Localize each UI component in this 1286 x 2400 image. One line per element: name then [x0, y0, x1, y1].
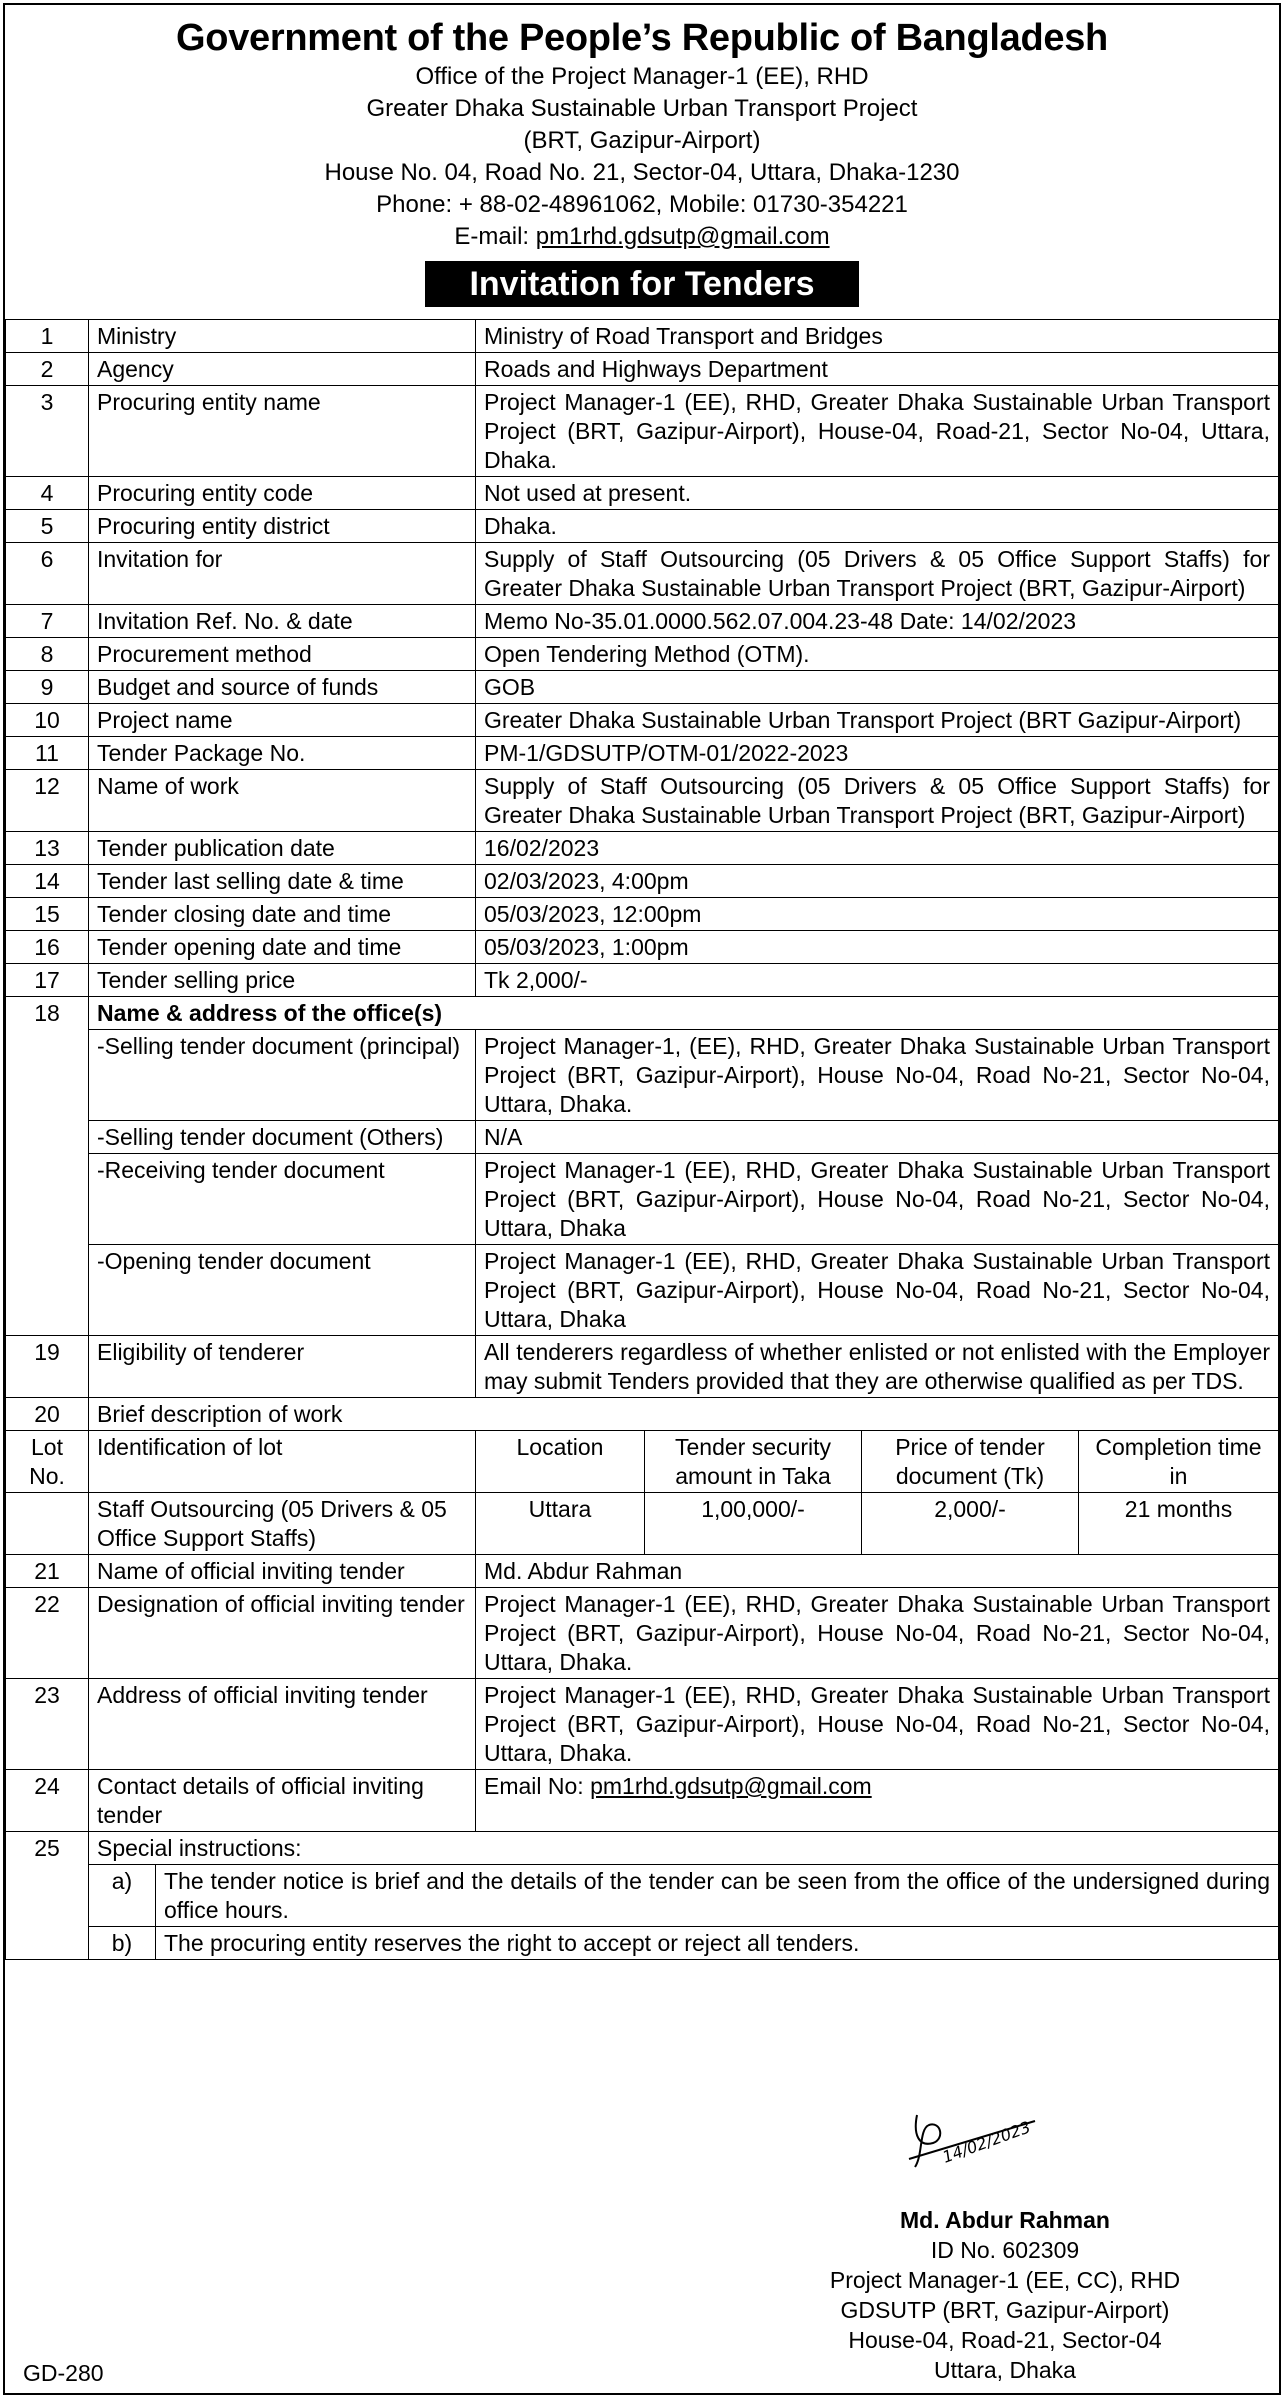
table-row — [6, 964, 1279, 997]
row-label: Tender selling price — [89, 964, 476, 997]
completion-time-cell: 21 months — [1079, 1493, 1279, 1555]
table-row — [6, 477, 1279, 510]
table-row — [6, 353, 1279, 386]
email-prefix: Email No: — [484, 1773, 591, 1799]
table-row — [6, 737, 1279, 770]
table-row — [6, 1121, 1279, 1154]
table-row — [6, 1770, 1279, 1832]
row-value: Memo No-35.01.0000.562.07.004.23-48 Date: 14/02/2023 — [476, 605, 1279, 638]
signature-date: 14/02/2023 — [939, 2117, 1034, 2167]
lot-location-cell: Uttara — [476, 1493, 645, 1555]
table-row — [6, 1679, 1279, 1770]
table-row — [6, 510, 1279, 543]
row-value: N/A — [476, 1121, 1279, 1154]
table-row — [6, 638, 1279, 671]
row-value: Md. Abdur Rahman — [476, 1555, 1279, 1588]
row-value: Tk 2,000/- — [476, 964, 1279, 997]
table-row — [6, 386, 1279, 477]
instruction-item — [89, 1865, 1278, 1926]
lot-header-row — [6, 1431, 1279, 1493]
row-number: 4 — [6, 477, 89, 510]
tender-details-table — [5, 319, 1279, 1960]
lot-data-row — [6, 1493, 1279, 1555]
row-label: Brief description of work — [89, 1398, 1279, 1431]
document-price-header: Price of tender document (Tk) — [862, 1431, 1079, 1493]
row-value: 05/03/2023, 1:00pm — [476, 931, 1279, 964]
notice-code: GD-280 — [23, 2360, 104, 2386]
row-label: Procuring entity name — [89, 386, 476, 477]
row-value: Project Manager-1 (EE), RHD, Greater Dhaka Sustainable Urban Transport Project (BRT, Gazipur-Airport), House-04, Road-21, Sector No-04, Uttara, Dhaka. — [476, 386, 1279, 477]
row-label: Procuring entity district — [89, 510, 476, 543]
completion-time-header: Completion time in — [1079, 1431, 1279, 1493]
row-value: Not used at present. — [476, 477, 1279, 510]
row-label: Tender closing date and time — [89, 898, 476, 931]
row-label: -Opening tender document — [89, 1245, 476, 1336]
row-value: 05/03/2023, 12:00pm — [476, 898, 1279, 931]
table-row — [6, 1336, 1279, 1398]
row-value: All tenderers regardless of whether enlisted or not enlisted with the Employer may submit Tenders provided that they are otherwise qualified as per TDS. — [476, 1336, 1279, 1398]
row-value: 16/02/2023 — [476, 832, 1279, 865]
row-label: Tender publication date — [89, 832, 476, 865]
row-label: Procuring entity code — [89, 477, 476, 510]
row-number: 15 — [6, 898, 89, 931]
row-number: 16 — [6, 931, 89, 964]
row-number: 12 — [6, 770, 89, 832]
row-label: Project name — [89, 704, 476, 737]
contact-email-cell — [476, 1770, 1279, 1832]
instruction-item — [89, 1927, 1278, 1959]
office-address-heading: Name & address of the office(s) — [89, 997, 1279, 1030]
row-label: Tender opening date and time — [89, 931, 476, 964]
table-row — [6, 832, 1279, 865]
table-row — [6, 1245, 1279, 1336]
table-row — [6, 898, 1279, 931]
row-number: 3 — [6, 386, 89, 477]
government-title: Government of the People’s Republic of Bangladesh — [176, 17, 1108, 59]
tender-security-cell: 1,00,000/- — [645, 1493, 862, 1555]
row-number: 18 — [6, 997, 89, 1336]
project-subtitle: (BRT, Gazipur-Airport) — [523, 127, 761, 154]
row-value: 02/03/2023, 4:00pm — [476, 865, 1279, 898]
tender-notice-page — [3, 3, 1281, 2395]
lot-location-header: Location — [476, 1431, 645, 1493]
table-row — [6, 1588, 1279, 1679]
row-label: Budget and source of funds — [89, 671, 476, 704]
table-row — [6, 997, 1279, 1030]
instruction-table — [89, 1927, 1278, 1959]
row-label: Tender Package No. — [89, 737, 476, 770]
row-value: Project Manager-1 (EE), RHD, Greater Dhaka Sustainable Urban Transport Project (BRT, Gazipur-Airport), House No-04, Road No-21, Sector No-04, Uttara, Dhaka. — [476, 1588, 1279, 1679]
row-label: Contact details of official inviting tender — [89, 1770, 476, 1832]
row-label: -Receiving tender document — [89, 1154, 476, 1245]
row-value: Project Manager-1 (EE), RHD, Greater Dhaka Sustainable Urban Transport Project (BRT, Gazipur-Airport), House No-04, Road No-21, Sector No-04, Uttara, Dhaka. — [476, 1679, 1279, 1770]
row-label: Eligibility of tenderer — [89, 1336, 476, 1398]
instruction-cell — [89, 1865, 1279, 1927]
lot-number-cell — [6, 1493, 89, 1555]
instruction-cell — [89, 1927, 1279, 1960]
table-row — [6, 865, 1279, 898]
row-label: Agency — [89, 353, 476, 386]
row-label: Tender last selling date & time — [89, 865, 476, 898]
lot-number-header: Lot No. — [6, 1431, 89, 1493]
office-email-link[interactable]: pm1rhd.gdsutp@gmail.com — [535, 223, 830, 250]
signer-id: ID No. 602309 — [930, 2237, 1080, 2263]
lot-identification-cell: Staff Outsourcing (05 Drivers & 05 Office Support Staffs) — [89, 1493, 476, 1555]
tender-security-header: Tender security amount in Taka — [645, 1431, 862, 1493]
special-instructions-label: Special instructions: — [89, 1832, 1279, 1865]
invitation-banner: Invitation for Tenders — [425, 261, 859, 307]
instruction-index: a) — [89, 1865, 156, 1926]
office-name: Office of the Project Manager-1 (EE), RHD — [415, 63, 869, 90]
lot-identification-header: Identification of lot — [89, 1431, 476, 1493]
signer-address-line1: House-04, Road-21, Sector-04 — [848, 2327, 1162, 2353]
signer-address-line2: Uttara, Dhaka — [934, 2357, 1076, 2383]
instruction-row — [6, 1865, 1279, 1927]
row-number: 23 — [6, 1679, 89, 1770]
row-number: 11 — [6, 737, 89, 770]
row-label: Name of official inviting tender — [89, 1555, 476, 1588]
signature-spacer — [785, 2085, 1225, 2205]
row-value: Supply of Staff Outsourcing (05 Drivers & 05 Office Support Staffs) for Greater Dhaka Sustainable Urban Transport Project (BRT, Gazipur-Airport) — [476, 543, 1279, 605]
instruction-table — [89, 1865, 1278, 1926]
table-row — [6, 1030, 1279, 1121]
instruction-index: b) — [89, 1927, 156, 1959]
row-value: PM-1/GDSUTP/OTM-01/2022-2023 — [476, 737, 1279, 770]
signer-name: Md. Abdur Rahman — [900, 2207, 1110, 2233]
instruction-text: The tender notice is brief and the details of the tender can be seen from the office of the undersigned during office hours. — [164, 1868, 1270, 1923]
table-row — [6, 1154, 1279, 1245]
notice-header — [5, 5, 1279, 307]
row-number: 25 — [6, 1832, 89, 1960]
row-value: Ministry of Road Transport and Bridges — [476, 320, 1279, 353]
table-row — [6, 1832, 1279, 1865]
document-price-cell: 2,000/- — [862, 1493, 1079, 1555]
table-row — [6, 770, 1279, 832]
table-row — [6, 704, 1279, 737]
instruction-row — [6, 1927, 1279, 1960]
row-label: Invitation Ref. No. & date — [89, 605, 476, 638]
row-number: 20 — [6, 1398, 89, 1431]
row-number: 21 — [6, 1555, 89, 1588]
row-number: 1 — [6, 320, 89, 353]
row-number: 24 — [6, 1770, 89, 1832]
table-row — [6, 931, 1279, 964]
signature-block — [785, 2085, 1225, 2385]
row-number: 13 — [6, 832, 89, 865]
row-number: 2 — [6, 353, 89, 386]
office-phone: Phone: + 88-02-48961062, Mobile: 01730-354221 — [376, 191, 908, 218]
row-label: Address of official inviting tender — [89, 1679, 476, 1770]
row-number: 10 — [6, 704, 89, 737]
email-label: E-mail: — [454, 223, 536, 250]
row-number: 14 — [6, 865, 89, 898]
row-number: 9 — [6, 671, 89, 704]
row-number: 6 — [6, 543, 89, 605]
row-number: 22 — [6, 1588, 89, 1679]
row-number: 19 — [6, 1336, 89, 1398]
project-name: Greater Dhaka Sustainable Urban Transport Project — [366, 95, 918, 122]
row-value: Project Manager-1 (EE), RHD, Greater Dhaka Sustainable Urban Transport Project (BRT, Gazipur-Airport), House No-04, Road No-21, Sector No-04, Uttara, Dhaka — [476, 1245, 1279, 1336]
row-number: 17 — [6, 964, 89, 997]
instruction-text: The procuring entity reserves the right to accept or reject all tenders. — [164, 1930, 860, 1956]
office-email-line — [5, 221, 1279, 253]
row-value: GOB — [476, 671, 1279, 704]
table-row — [6, 1555, 1279, 1588]
row-value: Open Tendering Method (OTM). — [476, 638, 1279, 671]
row-label: Ministry — [89, 320, 476, 353]
row-label: Procurement method — [89, 638, 476, 671]
row-value: Project Manager-1 (EE), RHD, Greater Dhaka Sustainable Urban Transport Project (BRT, Gazipur-Airport), House No-04, Road No-21, Sector No-04, Uttara, Dhaka — [476, 1154, 1279, 1245]
signer-designation: Project Manager-1 (EE, CC), RHD — [829, 2267, 1181, 2293]
table-row — [6, 543, 1279, 605]
row-label: -Selling tender document (principal) — [89, 1030, 476, 1121]
row-label: Invitation for — [89, 543, 476, 605]
row-number: 8 — [6, 638, 89, 671]
row-value: Supply of Staff Outsourcing (05 Drivers & 05 Office Support Staffs) for Greater Dhaka Sustainable Urban Transport Project (BRT, Gazipur-Airport) — [476, 770, 1279, 832]
table-row — [6, 1398, 1279, 1431]
table-row — [6, 671, 1279, 704]
row-label: Designation of official inviting tender — [89, 1588, 476, 1679]
table-row — [6, 320, 1279, 353]
row-label: Name of work — [89, 770, 476, 832]
contact-email-link[interactable]: pm1rhd.gdsutp@gmail.com — [590, 1773, 872, 1799]
row-value: Greater Dhaka Sustainable Urban Transport Project (BRT Gazipur-Airport) — [476, 704, 1279, 737]
row-value: Dhaka. — [476, 510, 1279, 543]
row-value: Project Manager-1, (EE), RHD, Greater Dhaka Sustainable Urban Transport Project (BRT, Gazipur-Airport), House No-04, Road No-21, Sector No-04, Uttara, Dhaka. — [476, 1030, 1279, 1121]
signer-project: GDSUTP (BRT, Gazipur-Airport) — [840, 2297, 1170, 2323]
office-address: House No. 04, Road No. 21, Sector-04, Uttara, Dhaka-1230 — [324, 159, 960, 186]
table-row — [6, 605, 1279, 638]
row-number: 5 — [6, 510, 89, 543]
row-number: 7 — [6, 605, 89, 638]
row-label: -Selling tender document (Others) — [89, 1121, 476, 1154]
row-value: Roads and Highways Department — [476, 353, 1279, 386]
